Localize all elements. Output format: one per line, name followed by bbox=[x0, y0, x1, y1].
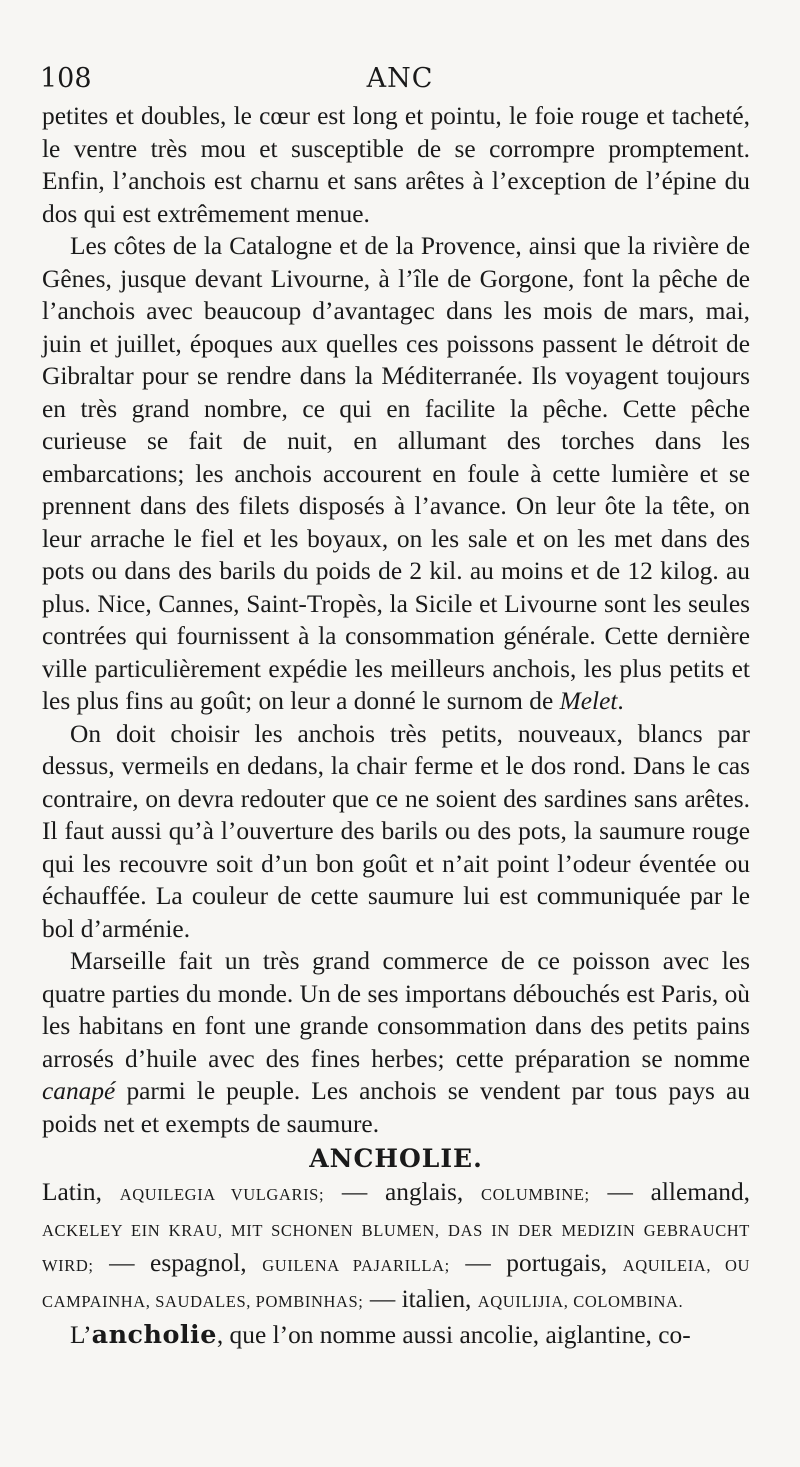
ancholie-article: L’ bbox=[70, 1321, 92, 1349]
latin-label: Latin, bbox=[42, 1178, 102, 1206]
paragraph-2-end: . bbox=[617, 687, 624, 715]
paragraph-4-start: Marseille fait un très grand commerce de ce poisson avec les quatre parties du monde. Un de ses importans débouchés est Paris, où les habitans en font une grande consommation dans des petits pains arrosés d’huile avec des fines herbes; cette préparation se nomme bbox=[42, 947, 750, 1073]
melet-term: Melet bbox=[559, 687, 618, 715]
section-key: ANC bbox=[366, 63, 434, 94]
german-name: ACKELEY EIN KRAU, MIT SCHONEN BLUMEN, DAS IN DER MEDIZIN GEBRAUCHT WIRD; bbox=[42, 1220, 750, 1275]
english-label: — anglais, bbox=[341, 1178, 464, 1206]
body-text bbox=[42, 100, 750, 1352]
portuguese-label: — portugais, bbox=[465, 1249, 608, 1277]
paragraph-2 bbox=[42, 230, 750, 718]
paragraph-4 bbox=[42, 945, 750, 1140]
paragraph-4-end: parmi le peuple. Les anchois se vendent par tous pays au poids net et exempts de saumure. bbox=[42, 1077, 750, 1138]
spanish-name: GUILENA PAJARILLA; bbox=[262, 1256, 450, 1275]
entry-heading-ancholie: ANCHOLIE. bbox=[309, 1144, 483, 1173]
italian-name: AQUILIJIA, COLOMBINA. bbox=[477, 1291, 684, 1311]
paragraph-3: On doit choisir les anchois très petits, nouveaux, blancs par dessus, vermeils en dedans, la chair ferme et le dos rond. Dans le cas contraire, on devra redouter que ce ne soient des sardines sans arêtes. Il faut aussi qu’à l’ouverture des barils ou des pots, la saumure rouge qui les recouvre soit d’un bon goût et n’ait point l’odeur éventée ou échauffée. La couleur de cette saumure lui est communiquée par le bol d’arménie. bbox=[42, 719, 750, 943]
running-head bbox=[40, 62, 760, 96]
italian-label: — italien, bbox=[369, 1284, 472, 1313]
paragraph-2-text: Les côtes de la Catalogne et de la Provence, ainsi que la rivière de Gênes, jusque devant Livourne, à l’île de Gorgone, font la pêche de l’anchois avec beaucoup d’avantagec dans les mois de mars, mai, juin et juillet, époques aux quelles ces poissons passent le détroit de Gibraltar pour se rendre dans la Méditerranée. Ils voyagent toujours en très grand nombre, ce qui en facilite la pêche. Cette pêche curieuse se fait de nuit, en allumant des torches dans les embarcations; les anchois accourent en foule à cette lumière et se prennent dans des filets disposés à l’avance. On leur ôte la tête, on leur arrache le fiel et les boyaux, on les sale et on les met dans des pots ou dans des barils du poids de 2 kil. au moins et de 12 kilog. au plus. Nice, Cannes, Saint-Tropès, la Sicile et Livourne sont les seules contrées qui fournissent à la consommation générale. Cette dernière ville particulièrement expédie les meilleurs anchois, les plus petits et les plus fins au goût; on leur a donné le surnom de bbox=[42, 232, 750, 715]
german-label: — allemand, bbox=[607, 1178, 750, 1206]
portuguese-name: AQUILEIA, OU CAMPAINHA, SAUDALES, POMBINHAS; bbox=[42, 1256, 750, 1311]
ancholie-description-text: , que l’on nomme aussi ancolie, aiglantine, co- bbox=[216, 1321, 691, 1349]
english-name: COLUMBINE; bbox=[481, 1185, 590, 1204]
ancholie-term: ancholie bbox=[91, 1319, 217, 1349]
spanish-label: — espagnol, bbox=[109, 1249, 247, 1277]
ancholie-description bbox=[42, 1318, 750, 1352]
synonyms-block bbox=[42, 1176, 750, 1318]
paragraph-1: petites et doubles, le cœur est long et pointu, le foie rouge et tacheté, le ventre très mou et susceptible de se corrompre promptement. Enfin, l’anchois est charnu et sans arêtes à l’exception de l’épine du dos qui est extrêmement menue. bbox=[42, 102, 750, 228]
latin-name: AQUILEGIA VULGARIS; bbox=[119, 1185, 325, 1204]
canape-term: canapé bbox=[42, 1077, 116, 1105]
page-number: 108 bbox=[40, 63, 92, 94]
